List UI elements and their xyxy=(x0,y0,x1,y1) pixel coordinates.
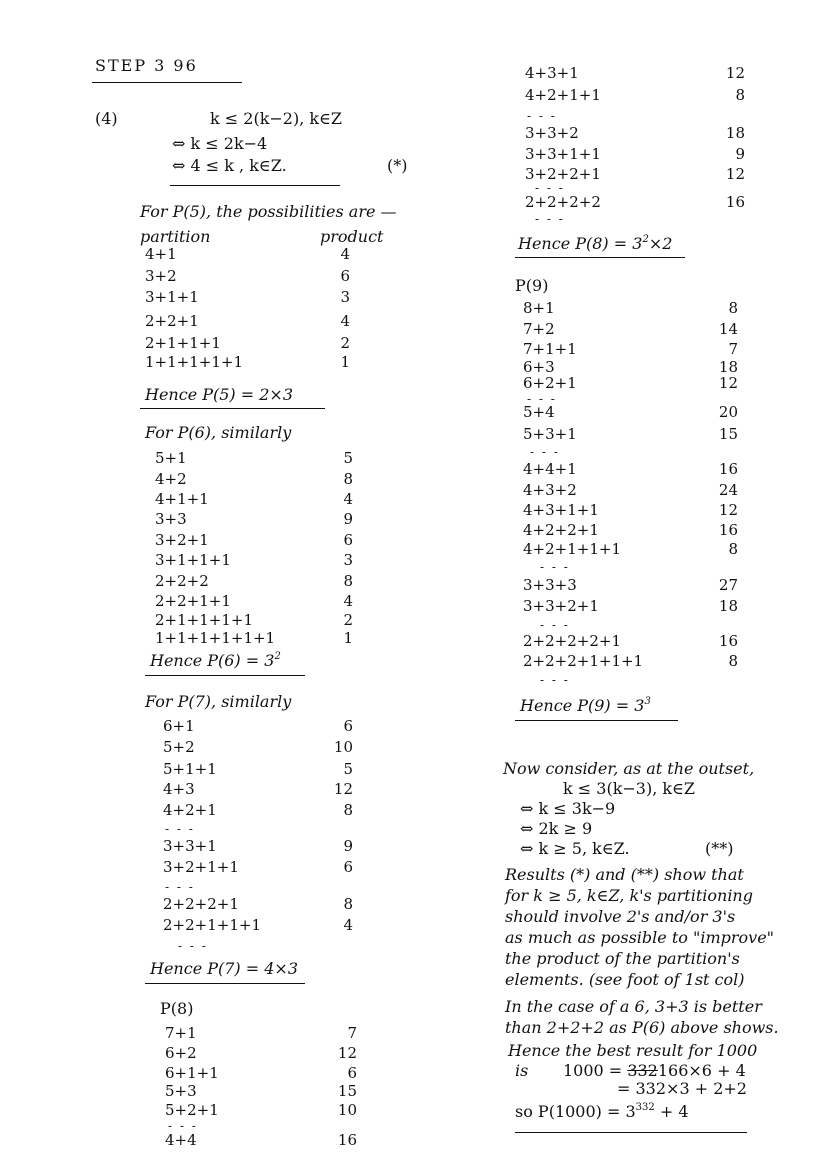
product-cell: 10 xyxy=(337,1101,357,1119)
partition-cell: 8+1 xyxy=(523,299,555,317)
conclusion-line-2: k ≤ 3(k−3), k∈Z xyxy=(563,779,696,798)
product-cell: 8 xyxy=(728,652,738,670)
p7-result: Hence P(7) = 4×3 xyxy=(150,959,299,978)
group-separator: - - - xyxy=(540,618,570,632)
partition-cell: 1+1+1+1+1+1 xyxy=(155,629,276,647)
p6-result: Hence $P(6) = 3^2$ xyxy=(150,651,281,670)
inequality-line-1: k ≤ 2(k−2), k∈Z xyxy=(210,109,343,128)
partition-cell: 3+3 xyxy=(155,510,187,528)
p8-title: P(8) xyxy=(160,999,194,1018)
p5-underline xyxy=(140,408,325,409)
product-cell: 8 xyxy=(728,540,738,558)
product-cell: 15 xyxy=(337,1082,357,1100)
product-cell: 6 xyxy=(343,858,353,876)
partition-cell: 7+1+1 xyxy=(523,340,577,358)
partition-cell: 4+3 xyxy=(163,780,195,798)
partition-cell: 3+3+2+1 xyxy=(523,597,599,615)
conclusion-line-3: ⇔ k ≤ 3k−9 xyxy=(520,799,616,818)
product-cell: 7 xyxy=(347,1024,357,1042)
partition-cell: 3+2+1+1 xyxy=(163,858,239,876)
partition-cell: 3+3+1+1 xyxy=(525,145,601,163)
partition-cell: 3+1+1+1 xyxy=(155,551,231,569)
case-para-2: than 2+2+2 as P(6) above shows. xyxy=(505,1018,779,1037)
product-cell: 2 xyxy=(343,611,353,629)
results-para-4: as much as possible to "improve" xyxy=(505,928,775,947)
p7-underline xyxy=(145,983,305,984)
page-header: STEP 3 96 xyxy=(95,56,198,75)
conclusion-line-1: Now consider, as at the outset, xyxy=(503,759,755,778)
partition-cell: 3+3+1 xyxy=(163,837,217,855)
product-cell: 12 xyxy=(718,501,738,519)
partition-cell: 4+2+1+1 xyxy=(525,86,601,104)
product-cell: 12 xyxy=(333,780,353,798)
p5-product-header: product xyxy=(320,227,384,246)
case-para-1: In the case of a 6, 3+3 is better xyxy=(505,997,762,1016)
partition-cell: 4+2+1+1+1 xyxy=(523,540,621,558)
conclusion-line-4: ⇔ 2k ≥ 9 xyxy=(520,819,593,838)
partition-cell: 3+2 xyxy=(145,267,177,285)
partition-cell: 7+1 xyxy=(165,1024,197,1042)
partition-cell: 3+2+1 xyxy=(155,531,209,549)
p6-intro: For P(6), similarly xyxy=(145,423,292,442)
partition-cell: 5+1+1 xyxy=(163,760,217,778)
partition-cell: 2+2+1+1 xyxy=(155,592,231,610)
p7-intro: For P(7), similarly xyxy=(145,692,292,711)
equation-2: = 332×3 + 2+2 xyxy=(617,1079,747,1098)
product-cell: 12 xyxy=(718,374,738,392)
product-cell: 1 xyxy=(340,353,350,371)
group-separator: - - - xyxy=(527,109,557,123)
partition-cell: 4+4+1 xyxy=(523,460,577,478)
group-separator: - - - xyxy=(530,445,560,459)
product-cell: 8 xyxy=(343,801,353,819)
product-cell: 15 xyxy=(718,425,738,443)
partition-cell: 4+3+1 xyxy=(525,64,579,82)
product-cell: 4 xyxy=(340,312,350,330)
product-cell: 3 xyxy=(343,551,353,569)
p9-title: P(9) xyxy=(515,276,549,295)
final-result: so $P(1000) = 3^{332} + 4$ xyxy=(515,1102,689,1121)
partition-cell: 3+2+2+1 xyxy=(525,165,601,183)
product-cell: 27 xyxy=(718,576,738,594)
conclusion-line-5: ⇔ k ≥ 5, k∈Z. xyxy=(520,839,630,858)
group-separator: - - - xyxy=(168,1119,198,1133)
product-cell: 18 xyxy=(725,124,745,142)
partition-cell: 6+1+1 xyxy=(165,1064,219,1082)
results-para-1: Results (*) and (**) show that xyxy=(505,865,744,884)
group-separator: - - - xyxy=(165,822,195,836)
p5-intro: For P(5), the possibilities are — xyxy=(140,202,397,221)
partition-cell: 5+2 xyxy=(163,738,195,756)
p5-result: Hence P(5) = 2×3 xyxy=(145,385,294,404)
partition-cell: 2+2+1+1+1 xyxy=(163,916,261,934)
product-cell: 16 xyxy=(718,632,738,650)
partition-cell: 6+3 xyxy=(523,358,555,376)
product-cell: 8 xyxy=(343,470,353,488)
partition-cell: 2+1+1+1+1 xyxy=(155,611,253,629)
final-underline xyxy=(515,1132,747,1133)
product-cell: 5 xyxy=(343,760,353,778)
partition-cell: 2+2+2+2+1 xyxy=(523,632,621,650)
group-separator: - - - xyxy=(540,560,570,574)
equation-1: 1000 = 332166×6 + 4 xyxy=(563,1061,746,1080)
partition-cell: 1+1+1+1+1 xyxy=(145,353,243,371)
results-para-2: for k ≥ 5, k∈Z, k's partitioning xyxy=(505,886,753,905)
partition-cell: 6+2 xyxy=(165,1044,197,1062)
partition-cell: 2+1+1+1 xyxy=(145,334,221,352)
product-cell: 10 xyxy=(333,738,353,756)
product-cell: 6 xyxy=(340,267,350,285)
p6-underline xyxy=(145,675,305,676)
partition-cell: 3+3+3 xyxy=(523,576,577,594)
partition-cell: 5+4 xyxy=(523,403,555,421)
p5-partition-header: partition xyxy=(140,227,211,246)
inequality-line-3: ⇔ 4 ≤ k , k∈Z. xyxy=(172,156,287,175)
group-separator: - - - xyxy=(535,212,565,226)
partition-cell: 2+2+2 xyxy=(155,572,209,590)
results-para-5: the product of the partition's xyxy=(505,949,740,968)
group-separator: - - - xyxy=(178,939,208,953)
product-cell: 4 xyxy=(343,916,353,934)
partition-cell: 5+3+1 xyxy=(523,425,577,443)
product-cell: 4 xyxy=(343,592,353,610)
product-cell: 9 xyxy=(343,510,353,528)
results-para-3: should involve 2's and/or 3's xyxy=(505,907,736,926)
partition-cell: 4+2+2+1 xyxy=(523,521,599,539)
product-cell: 8 xyxy=(728,299,738,317)
partition-cell: 3+1+1 xyxy=(145,288,199,306)
product-cell: 14 xyxy=(718,320,738,338)
p8-result: Hence $P(8) = 3^2\times 2$ xyxy=(518,234,673,253)
conclusion-tag: (**) xyxy=(705,839,734,858)
group-separator: - - - xyxy=(540,673,570,687)
partition-cell: 4+4 xyxy=(165,1131,197,1149)
inequality-line-2: ⇔ k ≤ 2k−4 xyxy=(172,134,268,153)
partition-cell: 5+2+1 xyxy=(165,1101,219,1119)
partition-cell: 5+1 xyxy=(155,449,187,467)
partition-cell: 4+1+1 xyxy=(155,490,209,508)
product-cell: 1 xyxy=(343,629,353,647)
question-number: (4) xyxy=(95,109,118,128)
product-cell: 3 xyxy=(340,288,350,306)
product-cell: 16 xyxy=(337,1131,357,1149)
p8-underline xyxy=(515,257,685,258)
partition-cell: 5+3 xyxy=(165,1082,197,1100)
product-cell: 16 xyxy=(725,193,745,211)
header-underline xyxy=(92,82,242,83)
product-cell: 18 xyxy=(718,597,738,615)
partition-cell: 2+2+2+1+1+1 xyxy=(523,652,644,670)
group-separator: - - - xyxy=(165,880,195,894)
partition-cell: 3+3+2 xyxy=(525,124,579,142)
product-cell: 8 xyxy=(343,572,353,590)
product-cell: 4 xyxy=(340,245,350,263)
product-cell: 4 xyxy=(343,490,353,508)
product-cell: 6 xyxy=(343,717,353,735)
product-cell: 7 xyxy=(728,340,738,358)
product-cell: 24 xyxy=(718,481,738,499)
partition-cell: 4+2 xyxy=(155,470,187,488)
product-cell: 2 xyxy=(340,334,350,352)
product-cell: 18 xyxy=(718,358,738,376)
partition-cell: 6+1 xyxy=(163,717,195,735)
partition-cell: 4+3+2 xyxy=(523,481,577,499)
product-cell: 16 xyxy=(718,521,738,539)
product-cell: 12 xyxy=(725,64,745,82)
partition-cell: 6+2+1 xyxy=(523,374,577,392)
inequality-underline xyxy=(170,185,340,186)
p9-underline xyxy=(515,720,678,721)
partition-cell: 2+2+2+2 xyxy=(525,193,601,211)
product-cell: 16 xyxy=(718,460,738,478)
results-para-6: elements. (see foot of 1st col) xyxy=(505,970,745,989)
partition-cell: 4+1 xyxy=(145,245,177,263)
group-separator: - - - xyxy=(535,181,565,195)
inequality-tag: (*) xyxy=(387,156,408,175)
group-separator: - - - xyxy=(527,392,557,406)
partition-cell: 7+2 xyxy=(523,320,555,338)
product-cell: 6 xyxy=(347,1064,357,1082)
product-cell: 8 xyxy=(343,895,353,913)
p9-result: Hence $P(9) = 3^3$ xyxy=(520,696,651,715)
partition-cell: 4+3+1+1 xyxy=(523,501,599,519)
is-word: is xyxy=(515,1061,529,1080)
product-cell: 5 xyxy=(343,449,353,467)
product-cell: 12 xyxy=(725,165,745,183)
partition-cell: 2+2+1 xyxy=(145,312,199,330)
partition-cell: 2+2+2+1 xyxy=(163,895,239,913)
product-cell: 12 xyxy=(337,1044,357,1062)
product-cell: 20 xyxy=(718,403,738,421)
partition-cell: 4+2+1 xyxy=(163,801,217,819)
product-cell: 9 xyxy=(735,145,745,163)
product-cell: 6 xyxy=(343,531,353,549)
hence-line: Hence the best result for 1000 xyxy=(508,1041,758,1060)
product-cell: 8 xyxy=(735,86,745,104)
product-cell: 9 xyxy=(343,837,353,855)
